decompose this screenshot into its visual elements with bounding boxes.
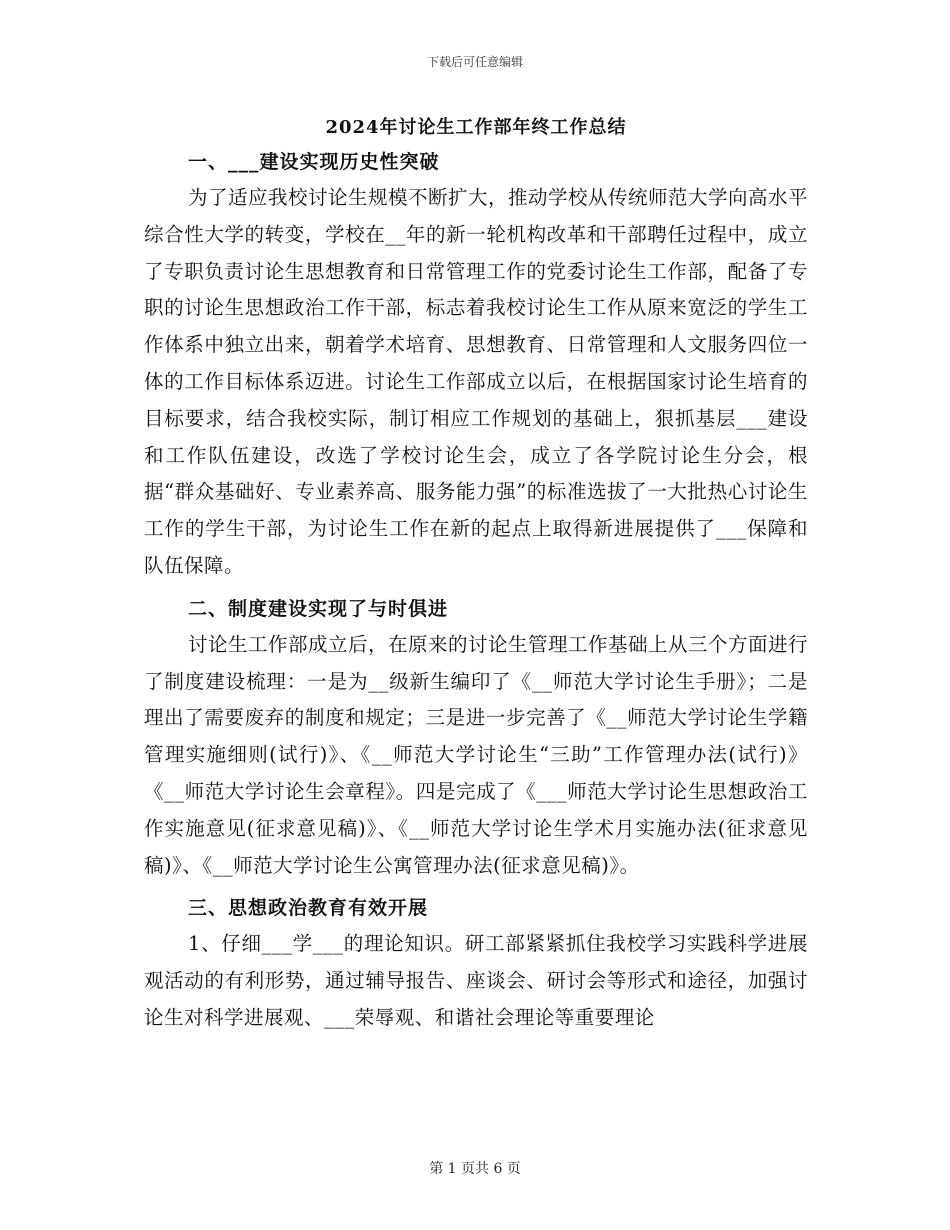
section-3-paragraph: 1、仔细___学___的理论知识。研工部紧紧抓住我校学习实践科学进展观活动的有利形势，通过辅导报告、座谈会、研讨会等形式和途径，加强讨论生对科学进展观、___荣辱观、和谐社会理论等重要理论 (144, 932, 808, 1029)
header-note: 下载后可任意编辑 (426, 55, 523, 69)
section-1-paragraph: 为了适应我校讨论生规模不断扩大，推动学校从传统师范大学向高水平综合性大学的转变，学校在__年的新一轮机构改革和干部聘任过程中，成立了专职负责讨论生思想教育和日常管理工作的党委讨论生工作部，配备了专职的讨论生思想政治工作干部，标志着我校讨论生工作从原来宽泛的学生工作体系中独立出来，朝着学术培育、思想教育、日常管理和人文服务四位一体的工作目标体系迈进。讨论生工作部成立以后，在根据国家讨论生培育的目标要求，结合我校实际，制订相应工作规划的基础上，狠抓基层___建设和工作队伍建设，改选了学校讨论生会，成立了各学院讨论生分会，根据“群众基础好、专业素养高、服务能力强”的标准选拔了一大批热心讨论生工作的学生干部，为讨论生工作在新的起点上取得新进展提供了___保障和队伍保障。 (144, 186, 809, 577)
document-title: 2024年讨论生工作部年终工作总结 (325, 117, 627, 138)
section-1-heading: 一、___建设实现历史性突破 (188, 151, 440, 173)
section-2-paragraph: 讨论生工作部成立后，在原来的讨论生管理工作基础上从三个方面进行了制度建设梳理：一是为__级新生编印了《__师范大学讨论生手册》；二是理出了需要废弃的制度和规定；三是进一步完善了《__师范大学讨论生学籍管理实施细则(试行)》、《__师范大学讨论生“三助”工作管理办法(试行)》《__师范大学讨论生会章程》。四是完成了《___师范大学讨论生思想政治工作实施意见(征求意见稿)》、《__师范大学讨论生学术月实施办法(征求意见稿)》、《__师范大学讨论生公寓管理办法(征求意见稿)》。 (144, 632, 809, 877)
document-body (144, 112, 808, 1037)
section-3-heading: 三、思想政治教育有效开展 (188, 897, 429, 920)
section-2-heading: 二、制度建设实现了与时俱进 (188, 597, 449, 620)
page-number: 第 1 页共 6 页 (429, 1161, 521, 1177)
